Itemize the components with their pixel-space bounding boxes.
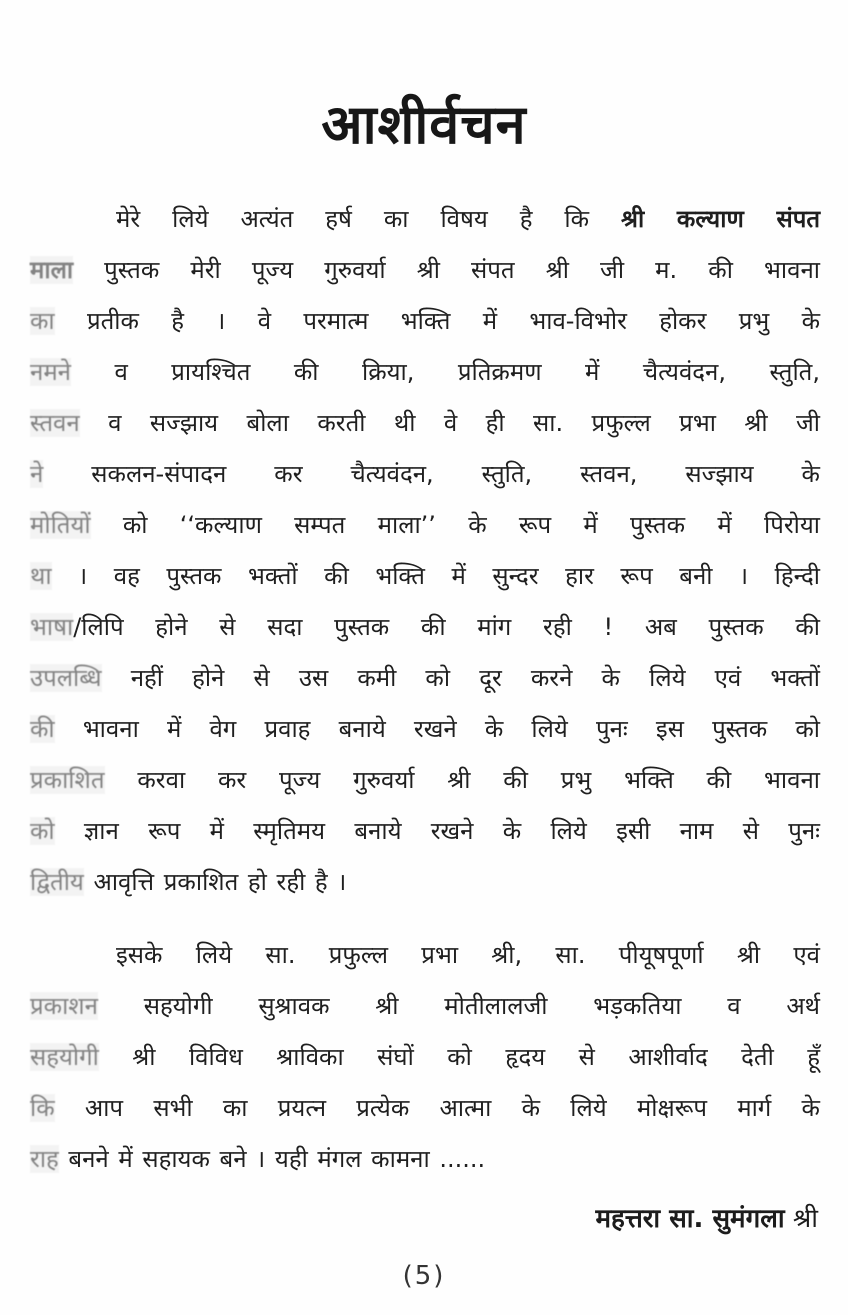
text-line: [30, 1134, 820, 1185]
text-segment: प्रतीक है । वे परमात्म भक्ति में भाव-विभोर होकर प्रभु के: [54, 307, 820, 335]
text-line: [30, 1083, 820, 1134]
text-segment: श्री विविध श्राविका संघों को हृदय से आशीर्वाद देती हूँ: [98, 1043, 820, 1071]
text-line: [30, 857, 820, 908]
faded-word: की: [30, 715, 55, 743]
faded-word: को: [30, 817, 55, 845]
text-line: [30, 194, 820, 245]
text-segment: व सज्झाय बोला करती थी वे ही सा. प्रफुल्ल प्रभा श्री जी: [79, 409, 820, 437]
text-segment: आवृत्ति प्रकाशित हो रही है ।: [83, 868, 347, 896]
page-title: आशीर्वचन: [321, 93, 527, 156]
text-line: [30, 398, 820, 449]
faded-word: नमने: [30, 358, 71, 386]
text-line: [30, 449, 820, 500]
faded-word: कि: [30, 1094, 55, 1122]
faded-word: प्रकाशित: [30, 766, 105, 794]
text-segment: श्री कल्याण संपत: [621, 205, 821, 233]
faded-word: स्तवन: [30, 409, 80, 437]
text-segment: भावना में वेग प्रवाह बनाये रखने के लिये पुनः इस पुस्तक को: [54, 715, 820, 743]
text-segment: पुस्तक मेरी पूज्य गुरुवर्या श्री संपत श्री जी म. की भावना: [73, 256, 820, 284]
faded-word: माला: [30, 256, 74, 284]
text-line: [30, 1032, 820, 1083]
text-line: [30, 653, 820, 704]
text-line: [30, 981, 820, 1032]
text-segment: मेरे लिये अत्यंत हर्ष का विषय है कि: [116, 205, 622, 233]
text-line: [30, 704, 820, 755]
faded-word: ने: [30, 460, 44, 488]
text-segment: को ‘‘कल्याण सम्पत माला’’ के रूप में पुस्तक में पिरोया: [90, 511, 820, 539]
text-line: [30, 755, 820, 806]
faded-word: प्रकाशन: [30, 992, 98, 1020]
faded-word: मोतियों: [30, 511, 91, 539]
page-number: (5): [402, 1261, 446, 1291]
text-line: [30, 602, 820, 653]
faded-word: द्वितीय: [30, 868, 84, 896]
text-segment: श्री: [784, 1204, 818, 1234]
text-line: [30, 806, 820, 857]
faded-word: उपलब्धि: [30, 664, 102, 692]
text-segment: /लिपि होने से सदा पुस्तक की मांग रही ! अब पुस्तक की: [73, 613, 820, 641]
text-segment: महत्तरा सा. सुमंगला: [595, 1204, 785, 1234]
text-line: [30, 551, 820, 602]
signature-line: [0, 1197, 818, 1241]
text-segment: इसके लिये सा. प्रफुल्ल प्रभा श्री, सा. पीयूषपूर्णा श्री एवं: [116, 941, 820, 969]
text-line: [30, 347, 820, 398]
paragraph: [30, 930, 820, 1185]
text-segment: । वह पुस्तक भक्तों की भक्ति में सुन्दर हार रूप बनी । हिन्दी: [51, 562, 820, 590]
text-line: [30, 296, 820, 347]
text-segment: बनने में सहायक बने । यही मंगल कामना ......: [58, 1145, 486, 1173]
faded-word: भाषा: [30, 613, 74, 641]
text-line: [30, 500, 820, 551]
faded-word: राह: [30, 1145, 59, 1173]
text-segment: नहीं होने से उस कमी को दूर करने के लिये एवं भक्तों: [101, 664, 820, 692]
text-line: [30, 245, 820, 296]
paragraph: [30, 194, 820, 908]
text-segment: व प्रायश्चित की क्रिया, प्रतिक्रमण में चैत्यवंदन, स्तुति,: [71, 358, 820, 386]
faded-word: सहयोगी: [30, 1043, 99, 1071]
body-text: [30, 194, 820, 1185]
text-segment: सकलन-संपादन कर चैत्यवंदन, स्तुति, स्तवन, सज्झाय के: [43, 460, 820, 488]
text-line: [30, 930, 820, 981]
text-segment: आप सभी का प्रयत्न प्रत्येक आत्मा के लिये मोक्षरूप मार्ग के: [54, 1094, 820, 1122]
faded-word: का: [30, 307, 55, 335]
text-segment: करवा कर पूज्य गुरुवर्या श्री की प्रभु भक्ति की भावना: [104, 766, 820, 794]
text-segment: ज्ञान रूप में स्मृतिमय बनाये रखने के लिये इसी नाम से पुनः: [54, 817, 820, 845]
faded-word: था: [30, 562, 52, 590]
text-segment: सहयोगी सुश्रावक श्री मोतीलालजी भड़कतिया व अर्थ: [97, 992, 820, 1020]
